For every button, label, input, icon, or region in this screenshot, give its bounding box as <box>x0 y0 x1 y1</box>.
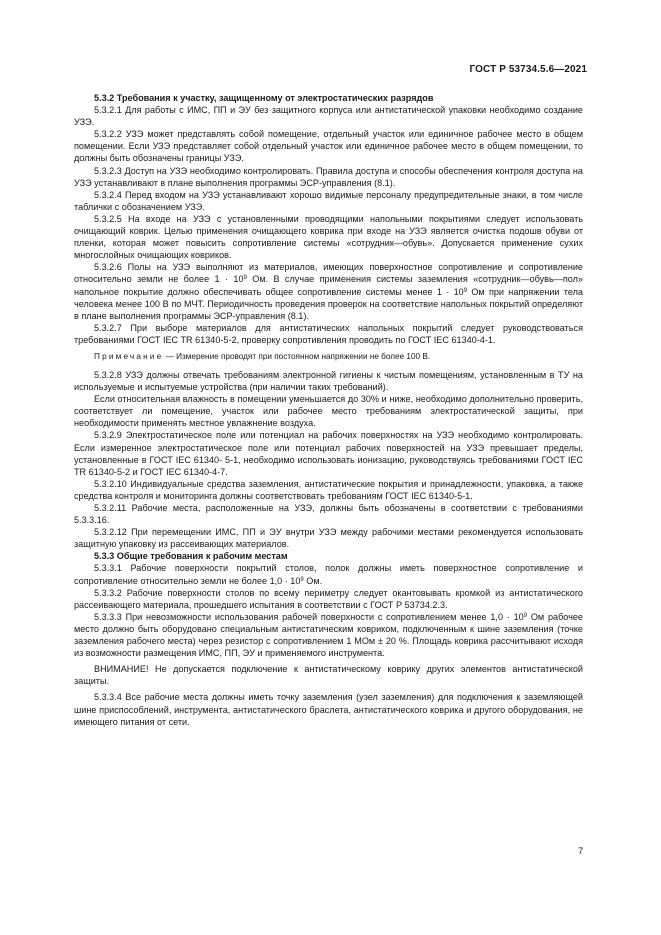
paragraph-5-3-2-5: 5.3.2.5 На входе на УЗЭ с установленными проводящими напольными покрытиями следует использовать очищающий коврик. Целью применения очищающего коврика при входе на УЗЭ является очистка подошв обуви от пленки, которая может повысить сопротивление системы «сотрудник—обувь». Допускается применение сухих многослойных очищающих ковриков. <box>74 213 583 261</box>
note <box>94 351 583 362</box>
exponent: 9 <box>523 612 528 619</box>
paragraph-5-3-2-2: 5.3.2.2 УЗЭ может представлять собой помещение, отдельный участок или единичное рабочее место в общем помещении. Если УЗЭ представляет собой отдельный участок или единичное рабочее место в общем помещении, то должны быть обозначены границы УЗЭ. <box>74 129 583 164</box>
text-run: 5.3.2.6 Полы на УЗЭ выполняют из материалов, имеющих поверхностное сопротивление и сопротивление относительно земли не более 1 · 10 <box>74 262 583 285</box>
paragraph-5-3-2-3: 5.3.2.3 Доступ на УЗЭ необходимо контролировать. Правила доступа и способы обеспечения контроля доступа на УЗЭ устанавливают в плане выполнения программы ЭСР-управления (8.1). <box>74 165 583 188</box>
section-heading-5-3-3: 5.3.3 Общие требования к рабочим местам <box>94 551 288 562</box>
note-text: — Измерение проводят при постоянном напряжении не более 100 В. <box>163 351 431 361</box>
paragraph-5-3-2-12: 5.3.2.12 При перемещении ИМС, ПП и ЭУ внутри УЗЭ между рабочими местами рекомендуется использовать защитную упаковку из рассеивающих материалов. <box>74 527 583 550</box>
text-run: Ом. В случае применения системы заземления «сотрудник—обувь—пол» напольное покрытие должно обеспечивать общее сопротивление системы менее 1 · 10 <box>74 274 583 297</box>
paragraph-5-3-3-3 <box>74 611 583 659</box>
paragraph-5-3-2-8-continued: Если относительная влажность в помещении уменьшается до 30% и ниже, необходимо дополнительно проверить, соответствует ли помещение, участок или рабочее место требованиям электростатической защиты, при необходимости применять местное увлажнение воздуха. <box>74 394 583 429</box>
exponent: 9 <box>463 287 468 294</box>
paragraph-5-3-2-11: 5.3.2.11 Рабочие места, расположенные на УЗЭ, должны быть обозначены в соответствии с требованиями 5.3.3.16. <box>74 503 583 526</box>
exponent: 9 <box>300 576 304 583</box>
warning-paragraph: ВНИМАНИЕ! Не допускается подключение к антистатическому коврику других элементов антистатической защиты. <box>74 664 583 687</box>
paragraph-5-3-2-8: 5.3.2.8 УЗЭ должны отвечать требованиям электронной гигиены к чистым помещениям, установленным в ТУ на используемые и испытуемые устройства (при наличии таких требований). <box>74 369 583 393</box>
text-run: 5.3.3.1 Рабочие поверхности покрытий столов, полок должны иметь поверхностное сопротивление и сопротивление относительно земли не более 1,0 · 10 <box>74 563 583 586</box>
paragraph-5-3-3-2: 5.3.3.2 Рабочие поверхности столов по всему периметру следует окантовывать кромкой из антистатического рассеивающего материала, прошедшего испытания в соответствии с ГОСТ Р 53734.2.3. <box>74 587 583 610</box>
paragraph-5-3-2-10: 5.3.2.10 Индивидуальные средства заземления, антистатические покрытия и принадлежности, упаковка, а также средства контроля и мониторинга должны соответствовать требованиям ГОСТ IEC 61340-5-1. <box>74 478 583 501</box>
document-body <box>74 92 583 728</box>
note-label: Примечание <box>94 351 164 361</box>
paragraph-5-3-2-9: 5.3.2.9 Электростатическое поле или потенциал на рабочих поверхностях на УЗЭ необходимо контролировать. Если измеренное электростатическое поле или потенциал рабочих поверхностей на УЗЭ превышает пределы, установленные в ГОСТ IEC 61340- 5-1, необходимо использовать ионизацию, руководствуясь требованиями ГОСТ IEC TR 61340-5-2 и ГОСТ IEC 61340-4-7. <box>74 430 583 477</box>
document-id: ГОСТ Р 53734.5.6—2021 <box>469 64 587 75</box>
paragraph-5-3-2-6 <box>74 261 583 321</box>
text-run: Ом рабочее место должно быть оборудовано специальным антистатическим ковриком, подключенным к шине заземления (точке заземления рабочего места) через резистор с сопротивлением 1 МОм ± 20 %. Площадь коврика рассчитывают исходя из возможности размещения ИМС, ПП, ЭУ и применяемого инструмента. <box>74 611 583 659</box>
text-run: 5.3.3.3 При невозможности использования рабочей поверхности с сопротивлением менее 1,0 · 10 <box>94 611 524 622</box>
paragraph-5-3-3-1 <box>74 562 583 586</box>
exponent: 9 <box>243 275 247 282</box>
paragraph-5-3-2-1: 5.3.2.1 Для работы с ИМС, ПП и ЭУ без защитного корпуса или антистатической упаковки необходимо создание УЗЭ. <box>74 105 583 128</box>
page-number: 7 <box>578 846 584 857</box>
paragraph-5-3-3-4: 5.3.3.4 Все рабочие места должны иметь точку заземления (узел заземления) для подключения к заземляющей шине приспособлений, инструмента, антистатического браслета, антистатического коврика и другого оборудования, не имеющего питания от сети. <box>74 692 583 727</box>
section-heading-5-3-2: 5.3.2 Требования к участку, защищенному от электростатических разрядов <box>94 93 434 103</box>
paragraph-5-3-2-7: 5.3.2.7 При выборе материалов для антистатических напольных покрытий следует руководствоваться требованиями ГОСТ IEC TR 61340-5-2, проверку сопротивления проводить по ГОСТ IEC 61340-4-1. <box>74 322 583 345</box>
paragraph-5-3-2-4: 5.3.2.4 Перед входом на УЗЭ устанавливают хорошо видимые персоналу предупредительные знаки, в том числе таблички с обозначением УЗЭ. <box>74 189 583 212</box>
text-run: Ом. <box>303 575 323 586</box>
text-run: Ом при напряжении тела человека менее 100 В по МЧТ. Периодичность проведения проверок на соответствие напольных покрытий определяют в плане выполнения программы ЭСР-управления (8.1). <box>74 286 583 321</box>
